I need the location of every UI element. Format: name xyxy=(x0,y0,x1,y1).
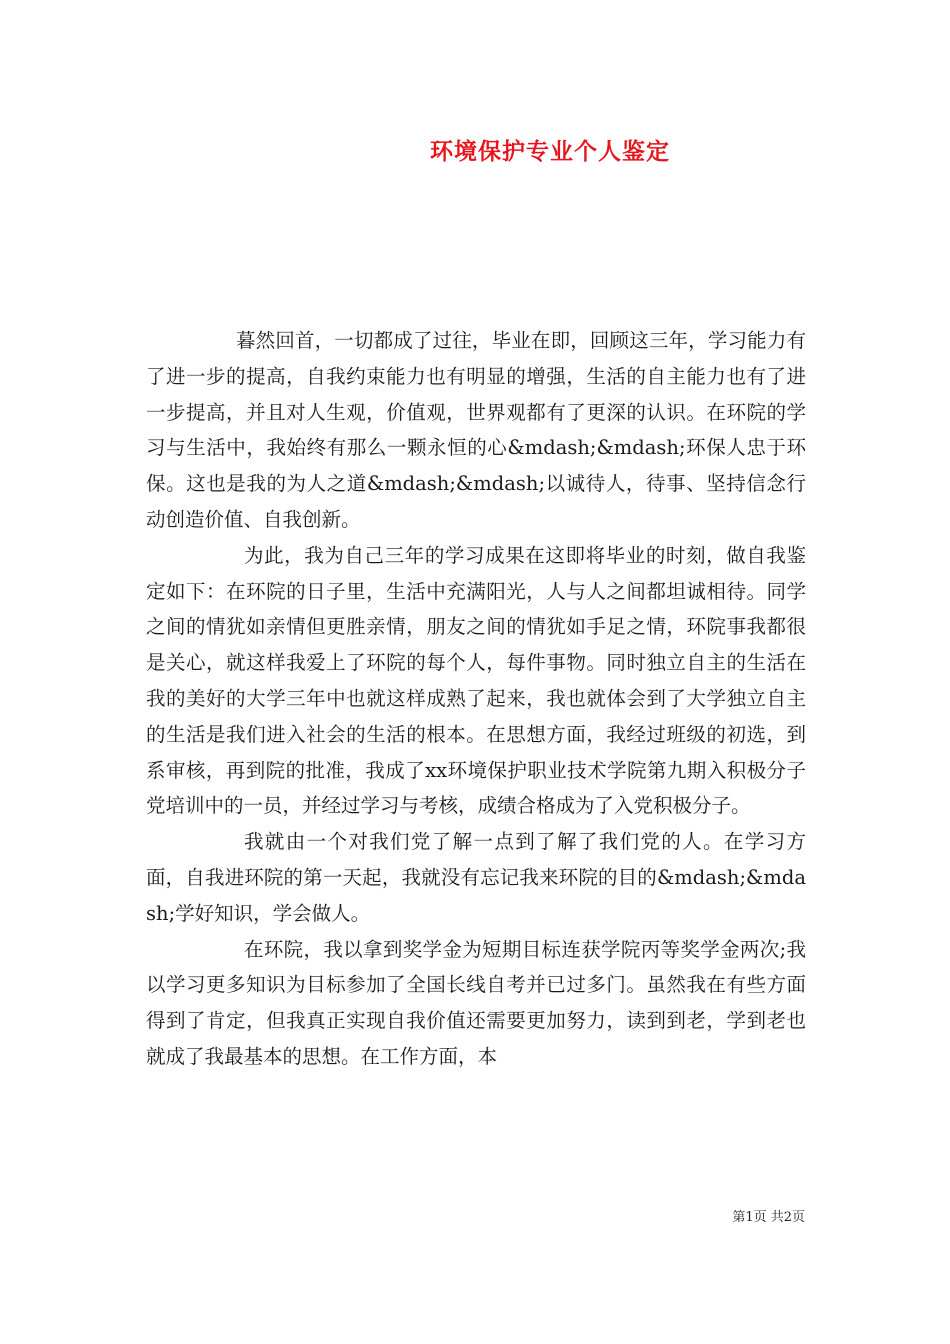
paragraph-1: 暮然回首，一切都成了过往，毕业在即，回顾这三年，学习能力有了进一步的提高，自我约束能力也有明显的增强，生活的自主能力也有了进一步提高，并且对人生观，价值观，世界观都有了更深的认识。在环院的学习与生活中，我始终有那么一颗永恒的心&mdash;&mdash;环保人忠于环保。这也是我的为人之道&mdash;&mdash;以诚待人，待事、坚持信念行动创造价值、自我创新。 xyxy=(146,329,806,531)
page-number-footer: 第1页 共2页 xyxy=(732,1210,805,1225)
paragraph-4: 在环院，我以拿到奖学金为短期目标连获学院丙等奖学金两次;我以学习更多知识为目标参加了全国长线自考并已过多门。虽然我在有些方面得到了肯定，但我真正实现自我价值还需要更加努力，读到到老，学到老也就成了我最基本的思想。在工作方面，本 xyxy=(146,937,806,1068)
document-body xyxy=(146,323,806,1075)
paragraph-3: 我就由一个对我们党了解一点到了解了我们党的人。在学习方面，自我进环院的第一天起，我就没有忘记我来环院的目的&mdash;&mdash;学好知识，学会做人。 xyxy=(146,830,806,925)
paragraph-2: 为此，我为自己三年的学习成果在这即将毕业的时刻，做自我鉴定如下：在环院的日子里，生活中充满阳光，人与人之间都坦诚相待。同学之间的情犹如亲情但更胜亲情，朋友之间的情犹如手足之情，环院事我都很是关心，就这样我爱上了环院的每个人，每件事物。同时独立自主的生活在我的美好的大学三年中也就这样成熟了起来，我也就体会到了大学独立自主的生活是我们进入社会的生活的根本。在思想方面，我经过班级的初选，到系审核，再到院的批准，我成了xx环境保护职业技术学院第九期入积极分子党培训中的一员，并经过学习与考核，成绩合格成为了入党积极分子。 xyxy=(146,543,806,818)
document-title: 环境保护专业个人鉴定 xyxy=(430,138,670,165)
